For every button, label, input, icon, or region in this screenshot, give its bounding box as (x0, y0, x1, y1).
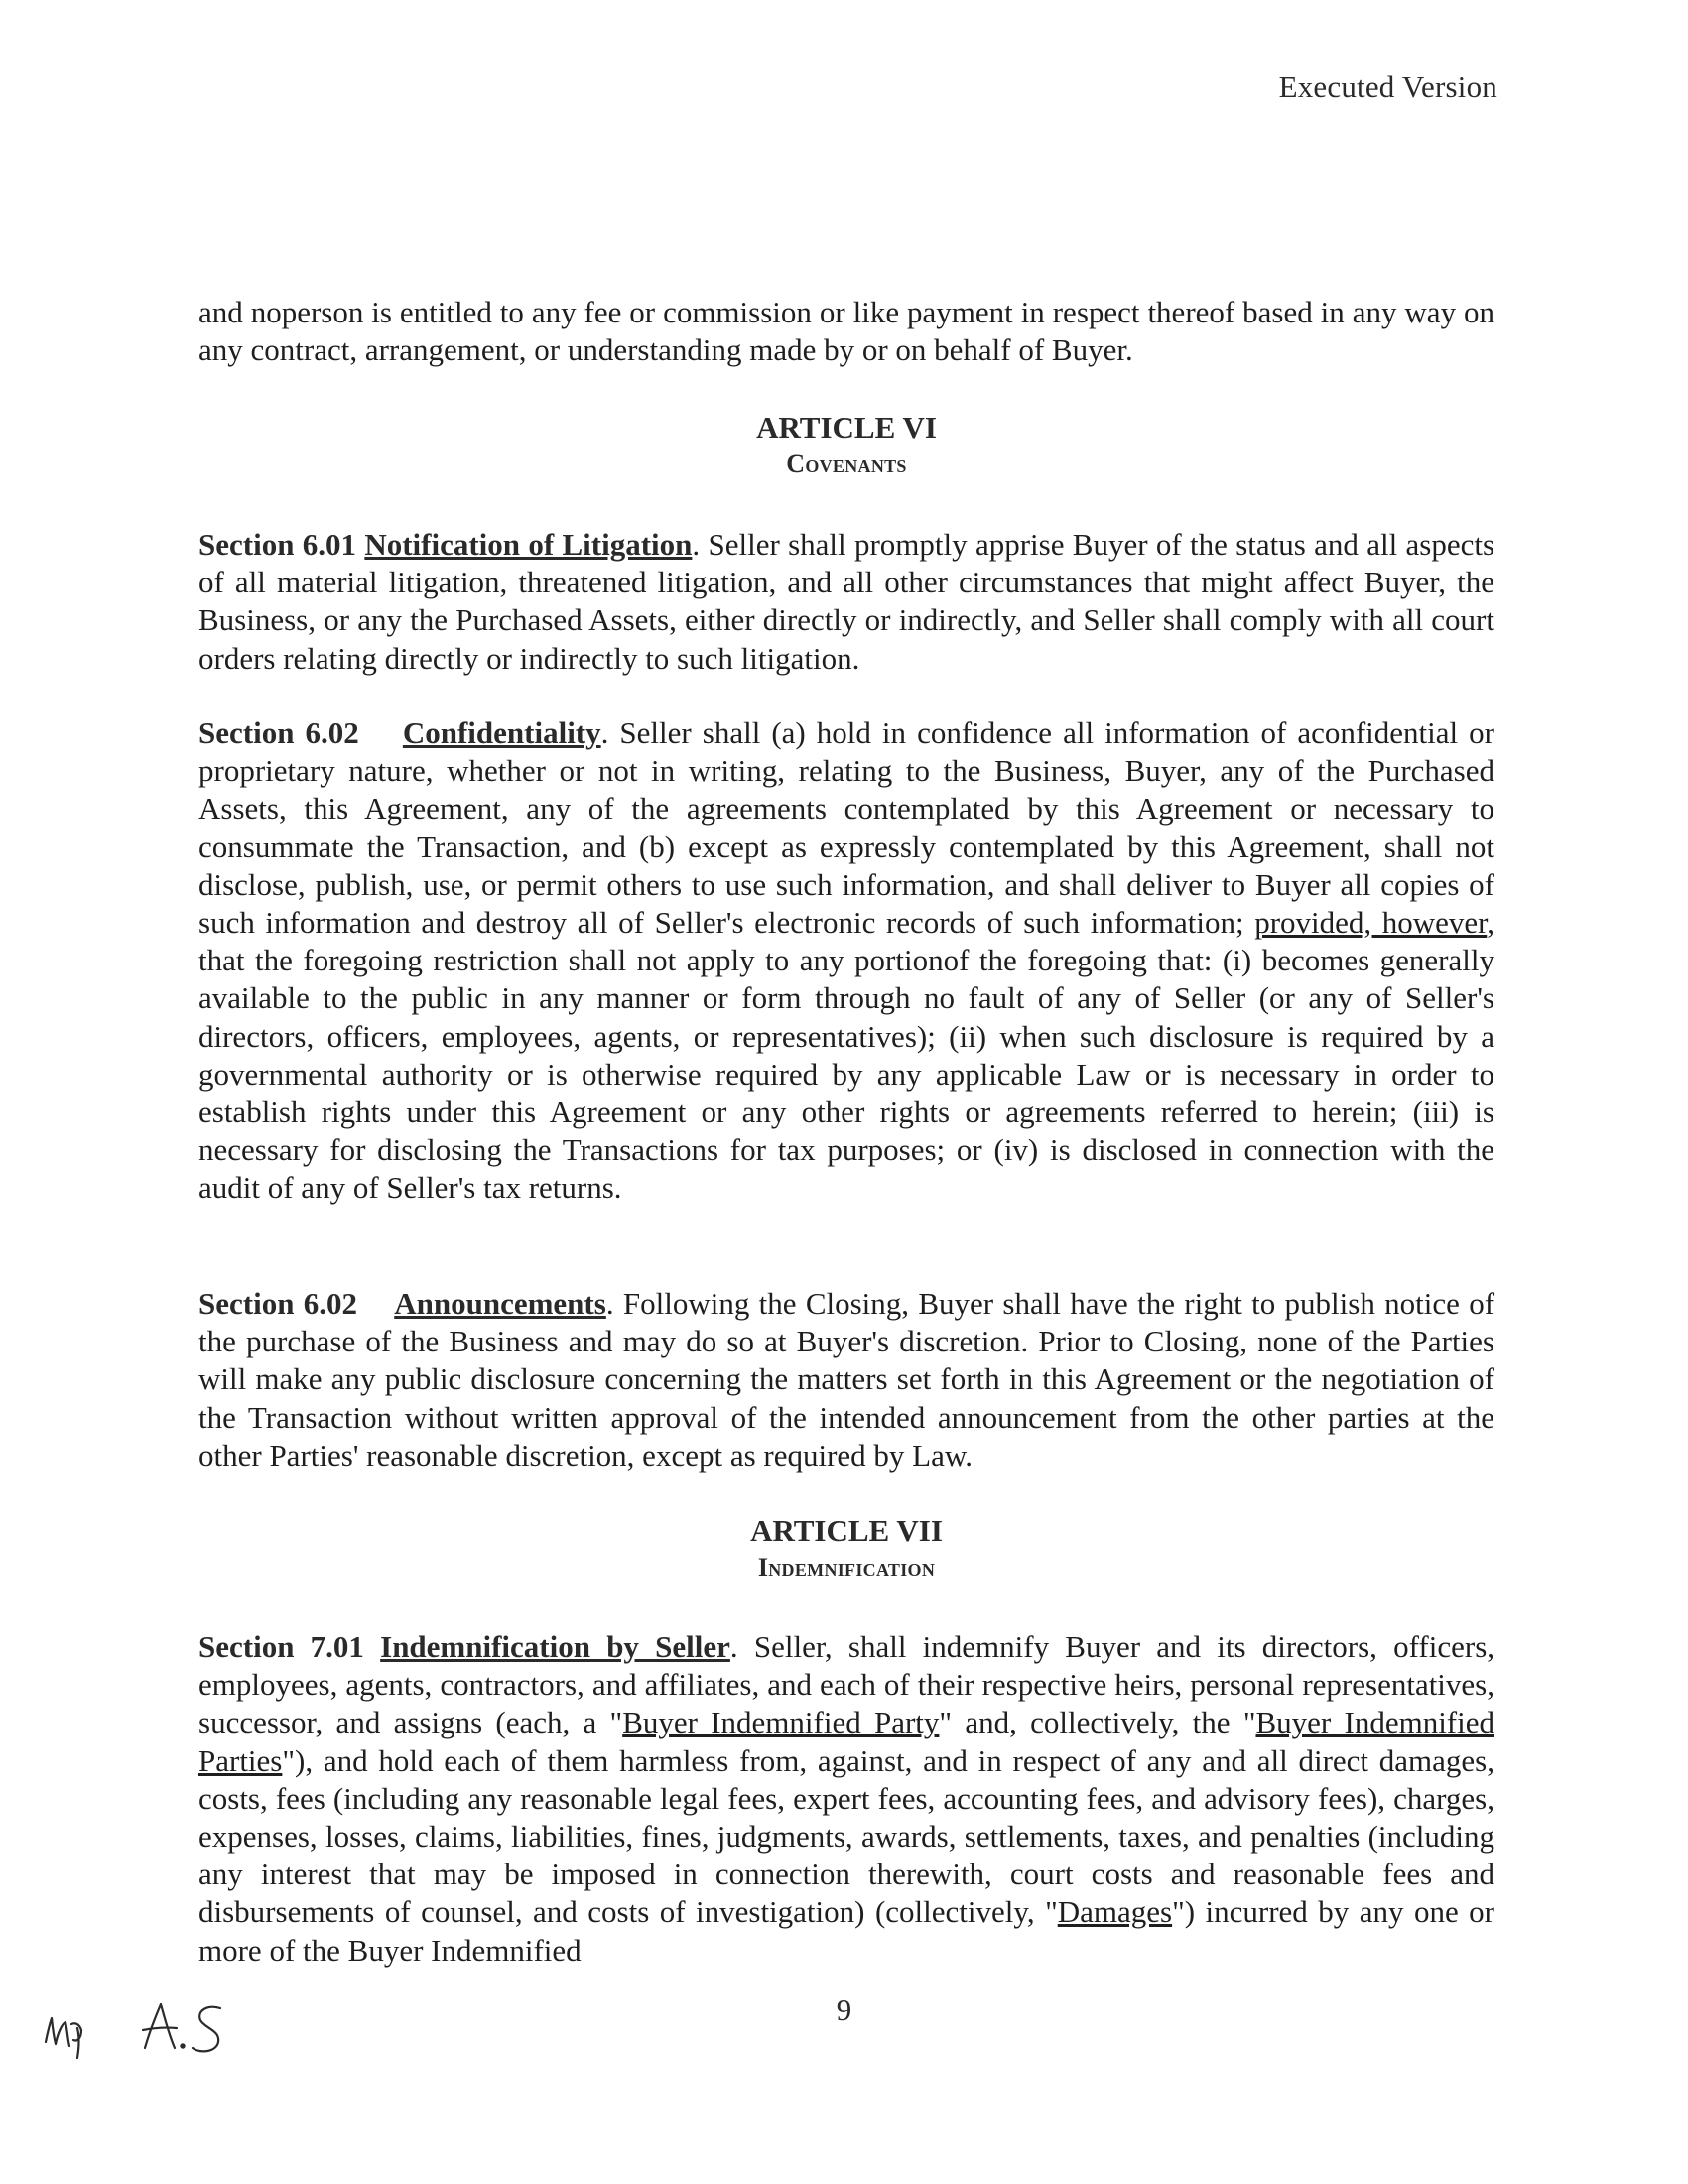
section-text: . Following the Closing, Buyer shall have the right to publish notice of the purchase of the Business and may do so at Buyer's discretion. Prior to Closing, none of the Parties will make any public disclosure concerning the matters set forth in this Agreement or the negotiation of the Transaction without written approval of the intended announcement from the other parties at the other Parties' reasonable discretion, except as required by Law. (198, 1286, 1495, 1473)
section-6-01 (198, 526, 1494, 678)
page-number: 9 (836, 1992, 852, 2027)
continuation-paragraph (198, 294, 1494, 369)
article-7-title: ARTICLE VII (750, 1513, 943, 1548)
section-text-c: "), and hold each of them harmless from, against, and in respect of any and all direct damages, costs, fees (including any reasonable legal fees, expert fees, accounting fees, and advisory fees), charges, expenses, losses, claims, liabilities, fines, judgments, awards, settlements, taxes, and penalties (including any interest that may be imposed in connection therewith, court costs and reasonable fees and disbursements of counsel, and costs of investigation) (collectively, " (198, 1742, 1494, 1930)
article-6-subtitle: Covenants (786, 450, 907, 478)
section-number: Section 6.02 (198, 715, 359, 750)
defined-term: Buyer Indemnified Party (622, 1705, 940, 1740)
article-7-subtitle: Indemnification (757, 1553, 936, 1582)
section-text-b: " and, collectively, the " (939, 1705, 1256, 1740)
article-6-heading (198, 409, 1494, 482)
section-6-02-confidentiality (198, 714, 1494, 1208)
section-6-02-announcements (198, 1285, 1494, 1475)
section-number: Section 6.01 (198, 527, 357, 562)
section-text-a: . Seller, shall indemnify Buyer and its directors, officers, employees, agents, contractors, and affiliates, and each of their respective heirs, personal representatives, successor, and assigns (each, a " (198, 1629, 1495, 1740)
section-text-d: ") incurred by any one or more of the Buyer Indemnified (198, 1894, 1494, 1968)
defined-term: Damages (1057, 1894, 1173, 1930)
section-text: . Seller shall promptly apprise Buyer of the status and all aspects of all material litigation, threatened litigation, and all other circumstances that might affect Buyer, the Business, or any the Purchased Assets, either directly or indirectly, and Seller shall comply with all court orders relating directly or indirectly to such litigation. (198, 527, 1495, 676)
article-7-heading (198, 1512, 1494, 1586)
executed-version-header: Executed Version (1278, 69, 1497, 104)
proviso-term: provided, however (1254, 905, 1488, 941)
handwritten-initials (38, 1994, 276, 2064)
section-number: Section 6.02 (198, 1286, 357, 1321)
section-title: Indemnification by Seller (380, 1629, 730, 1664)
section-title: Announcements (394, 1286, 606, 1321)
section-text-b: , that the foregoing restriction shall not apply to any portionof the foregoing that: (i) becomes generally available to the public in any manner or form through no fault of any of Seller (or any of Seller's directors, officers, employees, agents, or representatives); (ii) when such disclosure is required by a governmental authority or is otherwise required by any applicable Law or is necessary in order to establish rights under this Agreement or any other rights or agreements referred to herein; (iii) is necessary for disclosing the Transactions for tax purposes; or (iv) is disclosed in connection with the audit of any of Seller's tax returns. (198, 905, 1495, 1206)
continuation-text: and noperson is entitled to any fee or commission or like payment in respect thereof based in any way on any contract, arrangement, or understanding made by or on behalf of Buyer. (198, 295, 1494, 368)
section-title: Confidentiality (402, 715, 601, 750)
article-6-title: ARTICLE VI (756, 410, 937, 445)
section-7-01 (198, 1628, 1494, 1970)
section-number: Section 7.01 (198, 1629, 364, 1664)
section-title: Notification of Litigation (364, 527, 693, 562)
section-text-a: . Seller shall (a) hold in confidence all information of aconfidential or proprietary nature, whether or not in writing, relating to the Business, Buyer, any of the Purchased Assets, this Agreement, any of the agreements contemplated by this Agreement or necessary to consummate the Transaction, and (b) except as expressly contemplated by this Agreement, shall not disclose, publish, use, or permit others to use such information, and shall deliver to Buyer all copies of such information and destroy all of Seller's electronic records of such information; (198, 715, 1494, 941)
initials-drawing (38, 1994, 276, 2064)
defined-term: Buyer Indemnified Parties (198, 1705, 1495, 1778)
